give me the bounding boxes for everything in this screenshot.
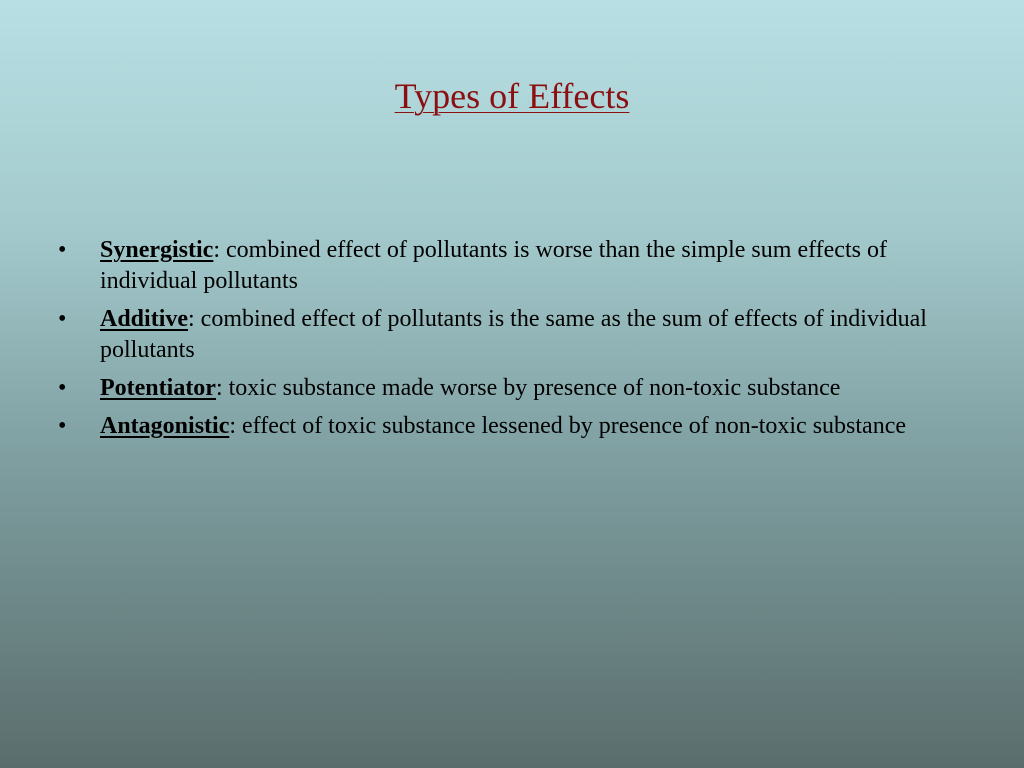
bullet-item-synergistic — [58, 235, 968, 297]
bullet-item-antagonistic — [58, 411, 968, 442]
slide-title — [0, 74, 1024, 118]
bullet-description: : combined effect of pollutants is the same as the sum of effects of individual pollutants — [100, 306, 927, 363]
bullet-list — [58, 235, 968, 449]
bullet-term: Additive — [100, 306, 189, 332]
bullet-term: Synergistic — [100, 237, 214, 263]
bullet-description: : toxic substance made worse by presence of non-toxic substance — [215, 375, 841, 401]
slide-title-text: Types of Effects — [394, 76, 630, 116]
bullet-icon: • — [58, 375, 67, 401]
bullet-description: : combined effect of pollutants is worse than the simple sum effects of individual pollutants — [100, 237, 887, 294]
bullet-item-additive — [58, 304, 968, 366]
bullet-term: Potentiator — [100, 375, 216, 401]
bullet-icon: • — [58, 237, 67, 263]
bullet-description: : effect of toxic substance lessened by presence of non-toxic substance — [229, 413, 906, 439]
bullet-item-potentiator — [58, 373, 968, 404]
bullet-icon: • — [58, 306, 67, 332]
bullet-term: Antagonistic — [100, 413, 230, 439]
bullet-icon: • — [58, 413, 67, 439]
